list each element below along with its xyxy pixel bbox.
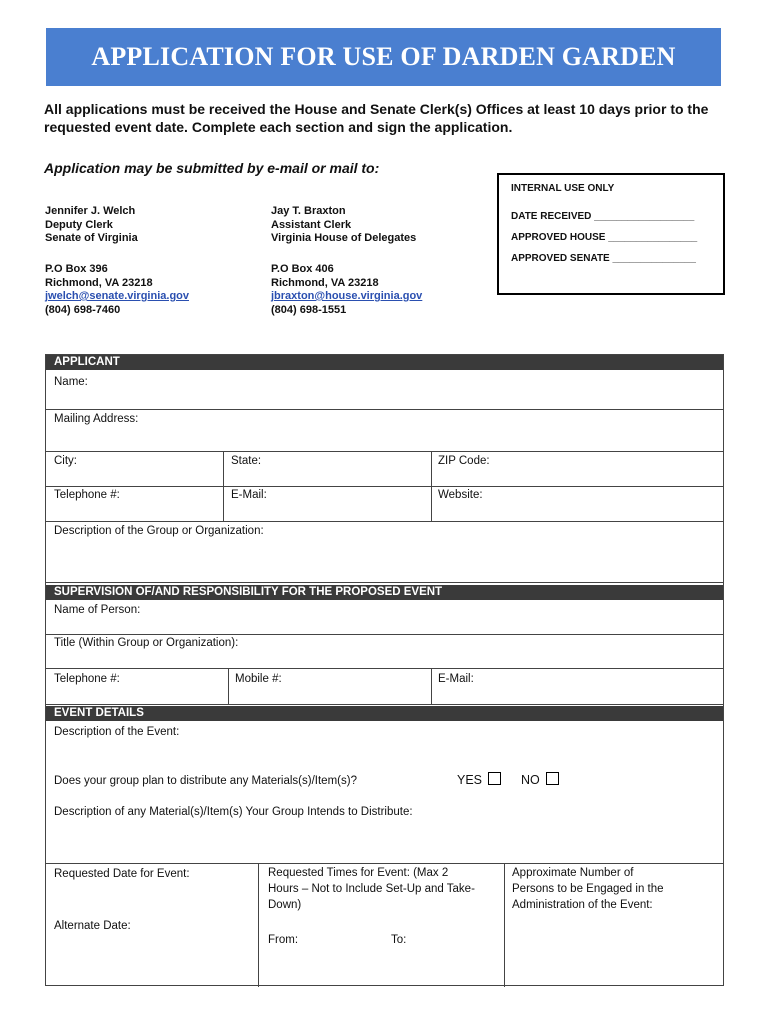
- contact-city: Richmond, VA 23218: [271, 276, 379, 289]
- person-name-label[interactable]: Name of Person:: [54, 604, 141, 616]
- section-header-event: EVENT DETAILS: [46, 706, 723, 721]
- contact-city: Richmond, VA 23218: [45, 276, 153, 289]
- website-label[interactable]: Website:: [438, 489, 483, 501]
- applicant-name-label[interactable]: Name:: [54, 376, 88, 388]
- yes-option[interactable]: [457, 772, 501, 788]
- mobile-label[interactable]: Mobile #:: [235, 673, 282, 685]
- person-telephone-label[interactable]: Telephone #:: [54, 673, 120, 685]
- state-label[interactable]: State:: [231, 455, 262, 467]
- intro-text: All applications must be received the House and Senate Clerk(s) Offices at least 10 days prior to the requested event date. Complete each section and sign the application.: [44, 101, 709, 135]
- alternate-date-label[interactable]: Alternate Date:: [54, 920, 131, 932]
- page-title: APPLICATION FOR USE OF DARDEN GARDEN: [46, 28, 721, 86]
- submit-note: Application may be submitted by e-mail or mail to:: [44, 160, 380, 176]
- contact-role: Assistant Clerk: [271, 218, 352, 231]
- no-checkbox[interactable]: [546, 772, 559, 785]
- contact-senate: [45, 205, 138, 246]
- materials-description-label[interactable]: Description of any Material(s)/Item(s) Your Group Intends to Distribute:: [54, 806, 413, 818]
- materials-question: Does your group plan to distribute any Materials(s)/Item(s)?: [54, 775, 357, 787]
- persons-line-1: Approximate Number of: [512, 867, 634, 879]
- times-line-2: Hours – Not to Include Set-Up and Take-: [268, 883, 475, 895]
- person-email-label[interactable]: E-Mail:: [438, 673, 474, 685]
- yes-label: YES: [457, 773, 483, 787]
- contact-name: Jennifer J. Welch: [45, 205, 136, 217]
- persons-line-2: Persons to be Engaged in the: [512, 883, 664, 895]
- contact-house: [271, 205, 416, 246]
- city-label[interactable]: City:: [54, 455, 77, 467]
- persons-line-3: Administration of the Event:: [512, 899, 653, 911]
- event-description-label[interactable]: Description of the Event:: [54, 726, 180, 738]
- zip-label[interactable]: ZIP Code:: [438, 455, 490, 467]
- contact-email-link[interactable]: jbraxton@house.virginia.gov: [271, 290, 423, 302]
- approved-senate-field: APPROVED SENATE _______________: [511, 253, 696, 264]
- no-option[interactable]: [521, 772, 559, 788]
- yes-checkbox[interactable]: [488, 772, 501, 785]
- times-line-3: Down): [268, 899, 302, 911]
- internal-use-title: INTERNAL USE ONLY: [511, 183, 615, 194]
- mailing-address-label[interactable]: Mailing Address:: [54, 413, 139, 425]
- contact-po: P.O Box 396: [45, 263, 108, 275]
- no-label: NO: [521, 773, 540, 787]
- contact-role: Deputy Clerk: [45, 218, 113, 231]
- contact-org: Virginia House of Delegates: [271, 232, 417, 244]
- contact-org: Senate of Virginia: [45, 232, 138, 244]
- times-line-1: Requested Times for Event: (Max 2: [268, 867, 449, 879]
- date-received-field: DATE RECEIVED __________________: [511, 211, 695, 222]
- applicant-email-label[interactable]: E-Mail:: [231, 489, 267, 501]
- contact-phone: (804) 698-7460: [45, 303, 121, 316]
- section-header-supervision: SUPERVISION OF/AND RESPONSIBILITY FOR THE PROPOSED EVENT: [46, 585, 723, 600]
- approved-house-field: APPROVED HOUSE ________________: [511, 232, 698, 243]
- time-to-label[interactable]: To:: [391, 934, 407, 946]
- section-header-applicant: APPLICANT: [46, 355, 723, 370]
- contact-po: P.O Box 406: [271, 263, 334, 275]
- applicant-telephone-label[interactable]: Telephone #:: [54, 489, 120, 501]
- group-description-label[interactable]: Description of the Group or Organization:: [54, 525, 264, 537]
- contact-name: Jay T. Braxton: [271, 205, 346, 217]
- application-form: [45, 354, 724, 986]
- contact-house-address: [271, 263, 422, 317]
- internal-use-box: [497, 173, 725, 295]
- contact-senate-address: [45, 263, 189, 317]
- requested-date-label[interactable]: Requested Date for Event:: [54, 868, 190, 880]
- person-title-label[interactable]: Title (Within Group or Organization):: [54, 637, 239, 649]
- contact-phone: (804) 698-1551: [271, 303, 347, 316]
- time-from-label[interactable]: From:: [268, 934, 299, 946]
- contact-email-link[interactable]: jwelch@senate.virginia.gov: [45, 290, 189, 302]
